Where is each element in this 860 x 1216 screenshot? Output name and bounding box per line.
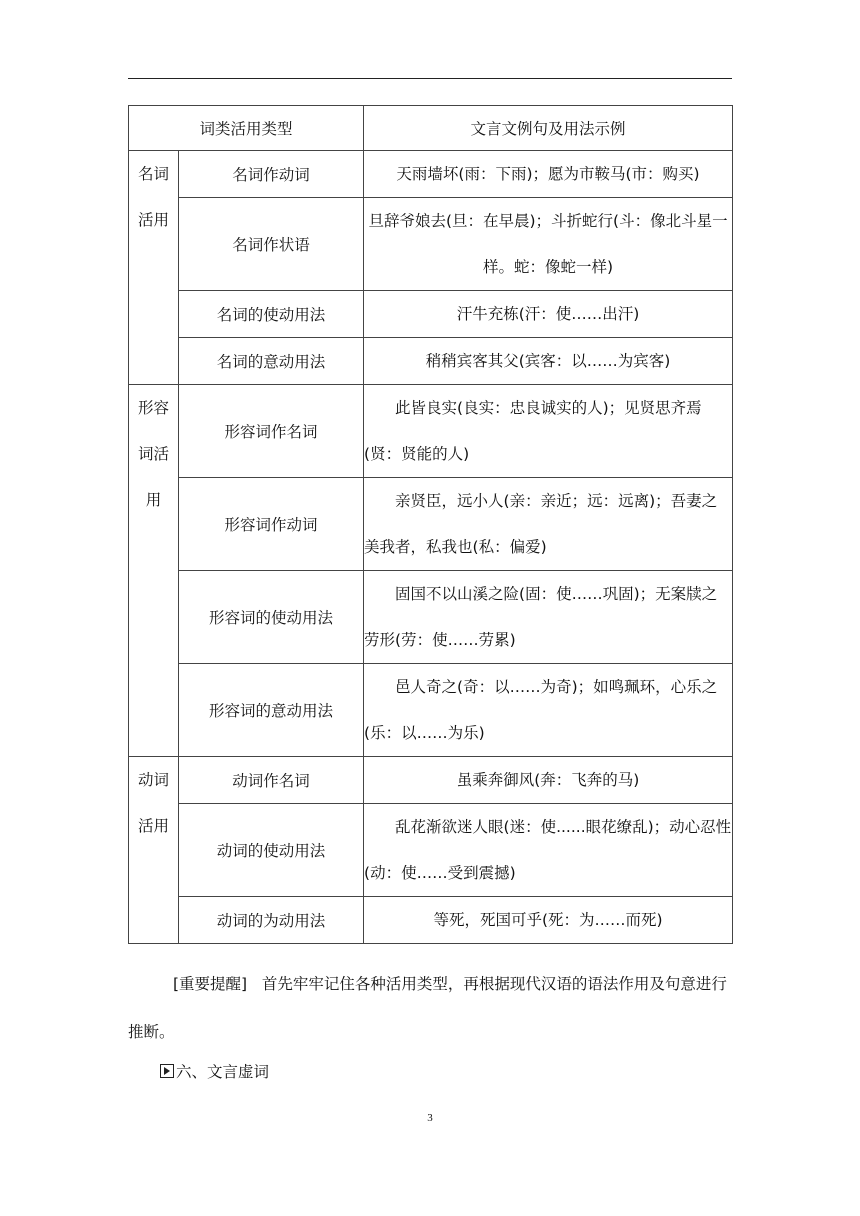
usage-example: 固国不以山溪之险(固：使……巩固)；无案牍之劳形(劳：使……劳累) — [364, 571, 733, 664]
category-verb: 动词 活用 — [129, 757, 179, 944]
part-of-speech-table — [128, 105, 733, 944]
table-row — [129, 198, 733, 291]
usage-type: 动词的使动用法 — [179, 804, 364, 897]
usage-example: 旦辞爷娘去(旦：在早晨)；斗折蛇行(斗：像北斗星一样。蛇：像蛇一样) — [364, 198, 733, 291]
usage-type: 名词作动词 — [179, 151, 364, 198]
usage-type: 动词的为动用法 — [179, 897, 364, 944]
table-row — [129, 804, 733, 897]
usage-type: 名词的意动用法 — [179, 338, 364, 385]
usage-example: 邑人奇之(奇：以……为奇)；如鸣珮环，心乐之(乐：以……为乐) — [364, 664, 733, 757]
usage-example: 天雨墙坏(雨：下雨)；愿为市鞍马(市：购买) — [364, 151, 733, 198]
usage-type: 形容词的意动用法 — [179, 664, 364, 757]
usage-type: 动词作名词 — [179, 757, 364, 804]
table-row — [129, 757, 733, 804]
table-row — [129, 291, 733, 338]
usage-type: 名词的使动用法 — [179, 291, 364, 338]
table-row — [129, 151, 733, 198]
section-title: 六、文言虚词 — [176, 1063, 270, 1081]
usage-example: 乱花渐欲迷人眼(迷：使......眼花缭乱)；动心忍性(动：使……受到震撼) — [364, 804, 733, 897]
section-heading — [160, 1048, 764, 1096]
page-number: 3 — [427, 1112, 433, 1124]
header-rule — [128, 78, 732, 79]
table-row — [129, 897, 733, 944]
table-row — [129, 338, 733, 385]
usage-type: 形容词的使动用法 — [179, 571, 364, 664]
table-row — [129, 664, 733, 757]
usage-example: 稍稍宾客其父(宾客：以……为宾客) — [364, 338, 733, 385]
category-adjective: 形容 词活 用 — [129, 385, 179, 757]
table-header-row — [129, 106, 733, 151]
usage-example: 虽乘奔御风(奔：飞奔的马) — [364, 757, 733, 804]
table-row — [129, 385, 733, 478]
table-row — [129, 571, 733, 664]
usage-example: 汗牛充栋(汗：使……出汗) — [364, 291, 733, 338]
table-row — [129, 478, 733, 571]
important-tip — [128, 960, 732, 1056]
header-example: 文言文例句及用法示例 — [364, 106, 733, 151]
usage-example: 亲贤臣，远小人(亲：亲近；远：远离)；吾妻之美我者，私我也(私：偏爱) — [364, 478, 733, 571]
usage-example: 等死，死国可乎(死：为……而死) — [364, 897, 733, 944]
play-icon — [160, 1064, 174, 1078]
header-type: 词类活用类型 — [129, 106, 364, 151]
usage-example: 此皆良实(良实：忠良诚实的人)；见贤思齐焉(贤：贤能的人) — [364, 385, 733, 478]
tip-text: 首先牢牢记住各种活用类型，再根据现代汉语的语法作用及句意进行推断。 — [128, 975, 727, 1041]
category-noun: 名词 活用 — [129, 151, 179, 385]
usage-type: 名词作状语 — [179, 198, 364, 291]
tip-label: [重要提醒] — [173, 975, 248, 993]
usage-type: 形容词作名词 — [179, 385, 364, 478]
usage-type: 形容词作动词 — [179, 478, 364, 571]
